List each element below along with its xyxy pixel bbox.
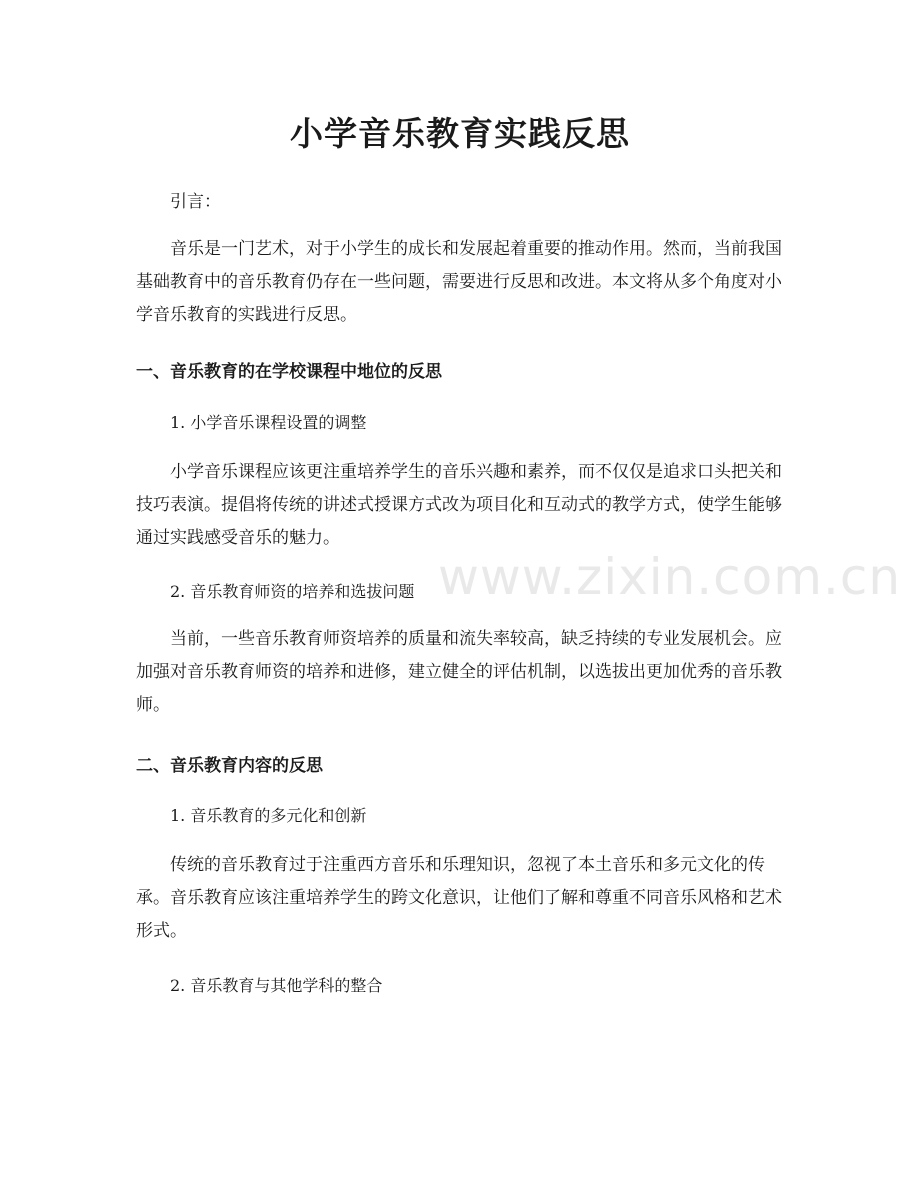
section-1-heading: 一、音乐教育的在学校课程中地位的反思 xyxy=(136,362,442,382)
section-2-paragraph-1: 传统的音乐教育过于注重西方音乐和乐理知识，忽视了本土音乐和多元文化的传承。音乐教育应该注重培养学生的跨文化意识，让他们了解和尊重不同音乐风格和艺术形式。 xyxy=(136,855,782,941)
section-1-paragraph-1: 小学音乐课程应该更注重培养学生的音乐兴趣和素养，而不仅仅是追求口头把关和技巧表演。提倡将传统的讲述式授课方式改为项目化和互动式的教学方式，使学生能够通过实践感受音乐的魅力。 xyxy=(136,462,782,548)
section-1-subheading-1: 1. 小学音乐课程设置的调整 xyxy=(170,413,367,432)
section-1-subheading-2: 2. 音乐教育师资的培养和选拔问题 xyxy=(170,582,415,601)
intro-label: 引言： xyxy=(170,192,221,212)
section-1-paragraph-2: 当前，一些音乐教育师资培养的质量和流失率较高，缺乏持续的专业发展机会。应加强对音乐教育师资的培养和进修，建立健全的评估机制，以选拔出更加优秀的音乐教师。 xyxy=(136,629,782,715)
section-2-subheading-1: 1. 音乐教育的多元化和创新 xyxy=(170,806,367,825)
intro-paragraph: 音乐是一门艺术，对于小学生的成长和发展起着重要的推动作用。然而，当前我国基础教育中的音乐教育仍存在一些问题，需要进行反思和改进。本文将从多个角度对小学音乐教育的实践进行反思。 xyxy=(136,239,782,325)
section-2-heading: 二、音乐教育内容的反思 xyxy=(136,756,323,776)
watermark: www.zixin.com.cn xyxy=(438,548,902,606)
document-title: 小学音乐教育实践反思 xyxy=(290,114,630,153)
section-2-subheading-2: 2. 音乐教育与其他学科的整合 xyxy=(170,976,383,995)
